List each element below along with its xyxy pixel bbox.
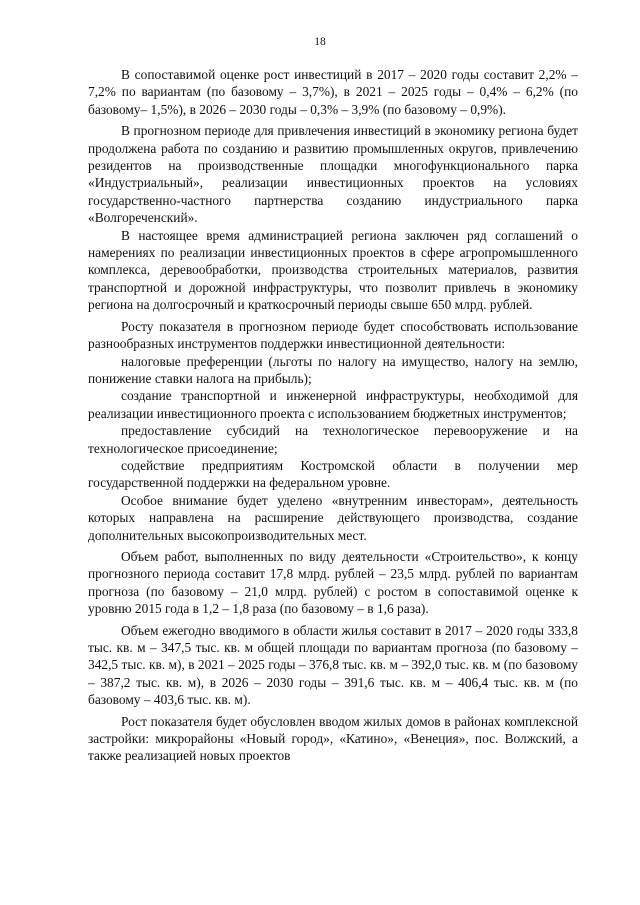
paragraph-agreements: В настоящее время администрацией региона заключен ряд соглашений о намерениях по реализации инвестиционных проектов в сфере агропромышленного комплекса, деревообработки, производства строительных материалов, развития транспортной и дорожной инфраструктуры, что позволит привлечь в экономику региона на долгосрочный и краткосрочный периоды свыше 650 млрд. рублей. [88, 227, 578, 313]
paragraph-subsidies: предоставление субсидий на технологическое перевооружение и на технологическое присоединение; [88, 423, 578, 456]
document-body [88, 66, 578, 765]
paragraph-construction: Объем работ, выполненных по виду деятельности «Строительство», к концу прогнозного периода составит 17,8 млрд. рублей – 23,5 млрд. рублей по вариантам прогноза (по базовому – 21,0 млрд. рублей) с ростом в сопоставимой оценке к уровню 2015 года в 1,2 – 1,8 раза (по базовому – в 1,6 раза). [88, 548, 578, 617]
paragraph-tax-preferences: налоговые преференции (льготы по налогу на имущество, налогу на землю, понижение ставки налога на прибыль); [88, 353, 578, 386]
paragraph-forecast-period: В прогнозном периоде для привлечения инвестиций в экономику региона будет продолжена работа по созданию и развитию промышленных округов, привлечению резидентов на производственные площадки многофункционального парка «Индустриальный», реализации инвестиционных проектов на условиях государственно-частного партнерства созданию индустриального парка «Волгореченский». [88, 123, 578, 226]
paragraph-support-tools: Росту показателя в прогнозном периоде будет способствовать использование разнообразных инструментов поддержки инвестиционной деятельности: [88, 318, 578, 352]
paragraph-housing-growth: Рост показателя будет обусловлен вводом жилых домов в районах комплексной застройки: микрорайоны «Новый город», «Катино», «Венеция», пос. Волжский, а также реализацией новых проектов [88, 713, 578, 764]
page-number: 18 [314, 36, 326, 48]
paragraph-infrastructure: создание транспортной и инженерной инфраструктуры, необходимой для реализации инвестиционного проекта с использованием бюджетных инструментов; [88, 388, 578, 421]
paragraph-housing: Объем ежегодно вводимого в области жилья составит в 2017 – 2020 годы 333,8 тыс. кв. м – 347,5 тыс. кв. м общей площади по вариантам прогноза (по базовому – 342,5 тыс. кв. м), в 2021 – 2025 годы – 376,8 тыс. кв. м – 392,0 тыс. кв. м (по базовому – 387,2 тыс. кв. м), в 2026 – 2030 годы – 391,6 тыс. кв. м – 406,4 тыс. кв. м (по базовому – 403,6 тыс. кв. м). [88, 622, 578, 708]
paragraph-federal-support: содействие предприятиям Костромской области в получении мер государственной поддержки на федеральном уровне. [88, 457, 578, 491]
paragraph-investment-growth: В сопоставимой оценке рост инвестиций в 2017 – 2020 годы составит 2,2% – 7,2% по вариантам (по базовому – 3,7%), в 2021 – 2025 годы – 0,4% – 6,2% (по базовому– 1,5%), в 2026 – 2030 годы – 0,3% – 3,9% (по базовому – 0,9%). [88, 67, 578, 117]
paragraph-internal-investors: Особое внимание будет уделено «внутренним инвесторам», деятельность которых направлена на расширение действующего производства, создание дополнительных высокопроизводительных мест. [88, 492, 578, 543]
